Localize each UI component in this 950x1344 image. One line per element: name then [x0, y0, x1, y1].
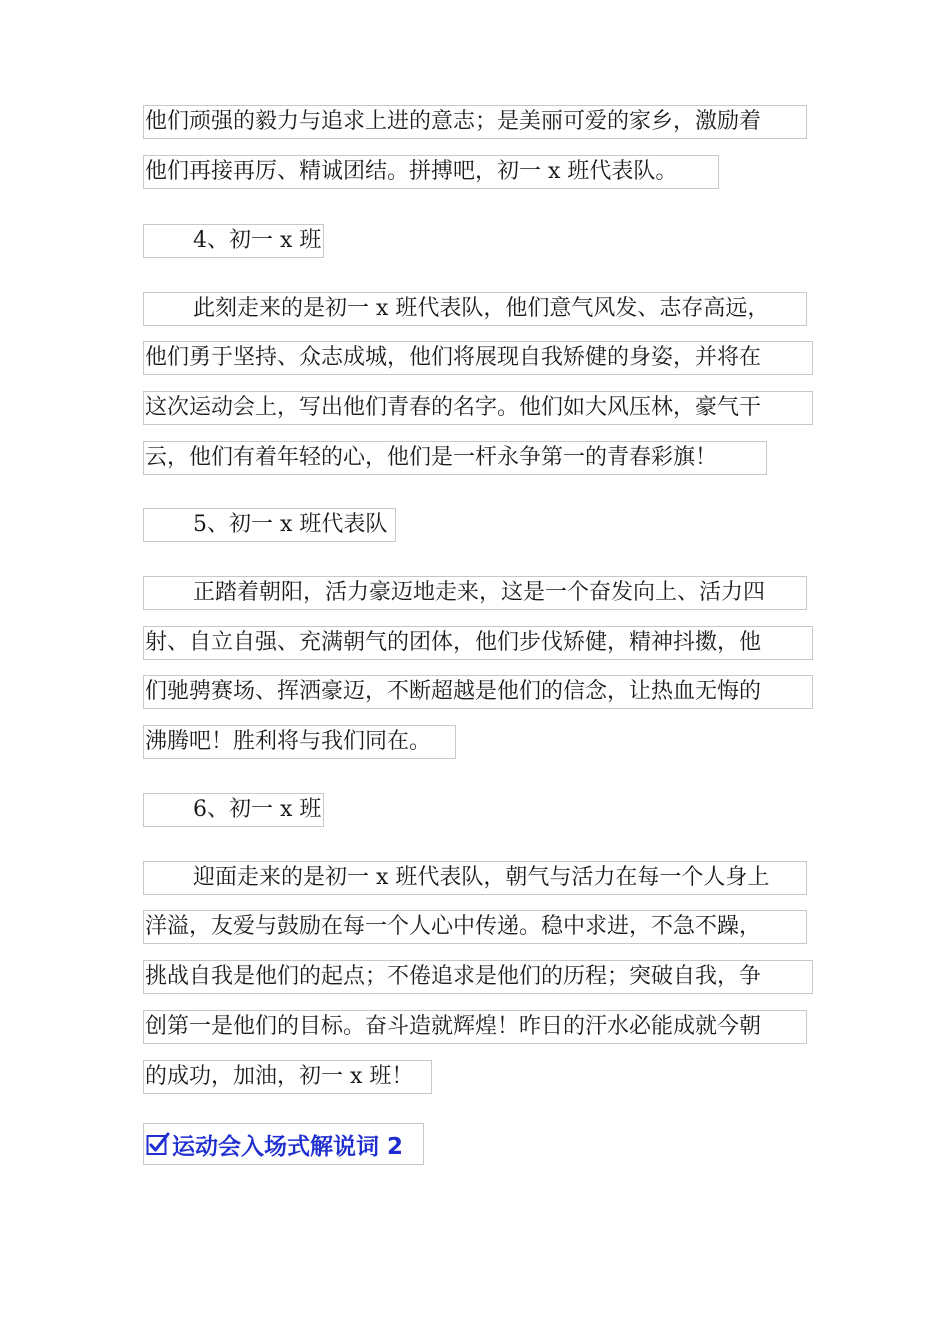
text-line: 洋溢，友爱与鼓励在每一个人心中传递。稳中求进，不急不躁， [143, 910, 807, 944]
text-line: 挑战自我是他们的起点；不倦追求是他们的历程；突破自我，争 [143, 960, 813, 994]
text-line: 射、自立自强、充满朝气的团体，他们步伐矫健，精神抖擞，他 [143, 626, 813, 660]
section-title: 4、初一 x 班 [143, 224, 324, 258]
text-line: 迎面走来的是初一 x 班代表队，朝气与活力在每一个人身上 [143, 861, 807, 895]
text-line: 他们再接再厉、精诚团结。拼搏吧，初一 x 班代表队。 [143, 155, 719, 189]
section-heading-text: 运动会入场式解说词 2 [172, 1133, 404, 1160]
text-line: 他们顽强的毅力与追求上进的意志；是美丽可爱的家乡，激励着 [143, 105, 807, 139]
section-heading [143, 1123, 424, 1165]
text-line: 们驰骋赛场、挥洒豪迈，不断超越是他们的信念，让热血无悔的 [143, 675, 813, 709]
section-title: 6、初一 x 班 [143, 793, 324, 827]
text-line: 这次运动会上，写出他们青春的名字。他们如大风压林，豪气干 [143, 391, 813, 425]
text-line: 他们勇于坚持、众志成城，他们将展现自我矫健的身姿，并将在 [143, 341, 813, 375]
section-title: 5、初一 x 班代表队 [143, 508, 396, 542]
text-line: 此刻走来的是初一 x 班代表队，他们意气风发、志存高远， [143, 292, 807, 326]
text-line: 的成功，加油，初一 x 班！ [143, 1060, 432, 1094]
text-line: 沸腾吧！胜利将与我们同在。 [143, 725, 456, 759]
text-line: 正踏着朝阳，活力豪迈地走来，这是一个奋发向上、活力四 [143, 576, 807, 610]
text-line: 云，他们有着年轻的心，他们是一杆永争第一的青春彩旗！ [143, 441, 767, 475]
checkbox-checked-icon [146, 1132, 170, 1156]
text-line: 创第一是他们的目标。奋斗造就辉煌！昨日的汗水必能成就今朝 [143, 1010, 807, 1044]
